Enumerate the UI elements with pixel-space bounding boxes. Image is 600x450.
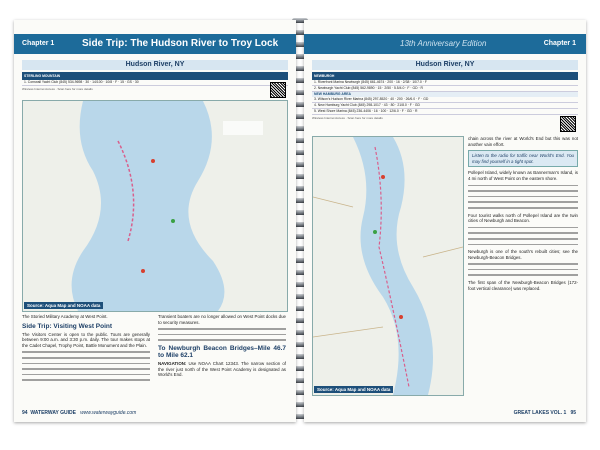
- paragraph: Newburgh is one of the south's rebuilt cities; see the Newburgh-Beacon Bridges.: [468, 249, 578, 260]
- right-marina-table: [312, 72, 578, 120]
- right-map-source: Source: Aqua Map and NOAA data: [314, 386, 393, 393]
- section-heading: To Newburgh Beacon Bridges–Mile 46.7 to Mile 62.1: [158, 344, 286, 359]
- right-location-banner: Hudson River, NY: [312, 60, 578, 70]
- left-page-number: 94: [22, 410, 28, 416]
- guide-name: WATERWAY GUIDE: [30, 410, 77, 416]
- qr-code-icon: [560, 116, 576, 132]
- text-lines: [468, 227, 578, 245]
- paragraph: [158, 361, 286, 378]
- text-lines: [468, 263, 578, 276]
- right-table-header: NEWBURGH: [312, 72, 578, 80]
- paragraph: Pollepel Island, widely known as Bannerman's Island, is 4 mi north of West Point on the eastern shore.: [468, 170, 578, 181]
- left-page-header: [14, 34, 296, 54]
- table-row: 1. Cornwall Yacht Club (845) 534-9698 · 30 · 14/100 · 10/8 · F · 15 · GS · 30: [22, 80, 288, 86]
- guide-url: www.waterwayguide.com: [80, 410, 137, 416]
- left-map-source: Source: Aqua Map and NOAA data: [24, 302, 103, 309]
- table-row: 4. New Hamburg Yacht Club (845) 298-1017 · 43 · 80 · 21/8.0 · F · GD: [312, 103, 578, 109]
- left-text-column-1: [22, 314, 150, 385]
- text-lines: [22, 351, 150, 381]
- edition-label: 13th Anniversary Edition: [400, 39, 487, 48]
- right-page: [304, 20, 586, 422]
- left-text-column-2: [158, 314, 286, 381]
- right-river-map: [312, 136, 464, 396]
- left-marina-table: [22, 72, 288, 91]
- right-table-note: Wireless Internet Access · Scan here for more details: [312, 116, 383, 120]
- right-page-header: [304, 34, 586, 54]
- right-table-subheader: NEW HAMBURG AREA: [312, 92, 578, 97]
- paragraph: chain across the river at World's End but this was not another vain effort.: [468, 136, 578, 147]
- nav-text: Use NOAA Chart 12343. The narrow section of the river just north of the West Point Academy is designated as World's End.: [158, 360, 286, 378]
- left-page: [14, 20, 296, 422]
- paragraph: Transient boaters are no longer allowed on West Point docks due to security measures.: [158, 314, 286, 325]
- table-row: 3. Wilson's Hudson River Marina (845) 297-8520 · 40 · 200 · 26/6.0 · F · GD: [312, 97, 578, 103]
- left-page-title: Side Trip: The Hudson River to Troy Lock: [82, 38, 279, 49]
- paragraph: Four tourist walks north of Pollepel Island are the twin cities of Newburgh and Beacon.: [468, 212, 578, 224]
- left-river-map: [22, 100, 288, 312]
- right-footer: [514, 410, 576, 416]
- paragraph: The Storied Military Academy at West Point.: [22, 314, 108, 319]
- paragraph: The first span of the Newburgh-Beacon Bridges (172-foot vertical clearance) was replaced.: [468, 280, 578, 291]
- table-row: 2. Newburgh Yacht Club (845) 562-9890 · 15 · 2/50 · 5.5/4.0 · F · GD · R: [312, 86, 578, 92]
- text-lines: [158, 328, 286, 341]
- sidebar-note: Listen to the radio for traffic near World's End. You may find yourself in a tight spot.: [468, 150, 578, 167]
- left-table-note: Wireless Internet Access · Scan here for more details: [22, 87, 93, 91]
- left-chapter-label: Chapter 1: [22, 40, 55, 47]
- left-table-header: STERLING MOUNTAIN: [22, 72, 288, 80]
- right-text-column: [468, 136, 578, 294]
- right-page-number: 95: [570, 410, 576, 416]
- left-footer: [22, 410, 136, 416]
- left-location-banner: Hudson River, NY: [22, 60, 288, 70]
- right-chapter-label: Chapter 1: [543, 40, 576, 47]
- book-name: GREAT LAKES VOL. 1: [513, 410, 567, 416]
- paragraph: The Visitors Center is open to the public. Tours are generally between 9:00 a.m. and 3:30 p.m. daily. The tour makes stops at the Cadet Chapel, Trophy Point, Battle Monument and the Plain.: [22, 331, 150, 348]
- section-heading: Side Trip: Visiting West Point: [22, 322, 113, 330]
- table-row: 5. West Shore Marina (845) 236-4406 · 16 · 100 · 12/6.0 · F · GD · R: [312, 109, 578, 115]
- nav-label: NAVIGATION:: [158, 360, 187, 366]
- table-row: 1. Riverfront Marina Newburgh (845) 661-4674 · 200 · 16 · 2/38 · 10/7.0 · F: [312, 80, 578, 86]
- qr-code-icon: [270, 82, 286, 98]
- text-lines: [468, 185, 578, 209]
